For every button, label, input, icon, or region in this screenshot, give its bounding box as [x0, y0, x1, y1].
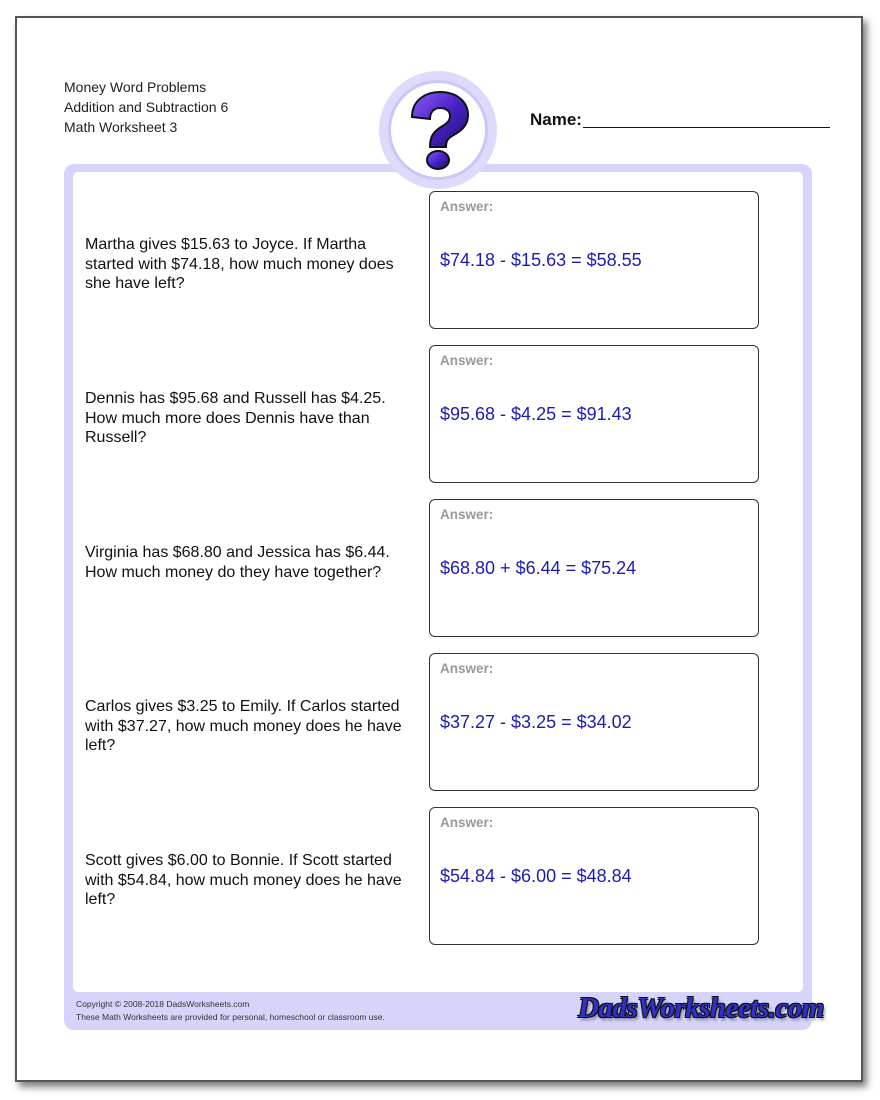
brand-logo[interactable]: DadsWorksheets.com: [578, 992, 824, 1024]
answer-text: $95.68 - $4.25 = $91.43: [440, 404, 632, 424]
answer-text: $37.27 - $3.25 = $34.02: [440, 712, 632, 732]
answer-box-2[interactable]: [429, 345, 759, 483]
answer-text: $74.18 - $15.63 = $58.55: [440, 250, 642, 270]
footer-copyright: [76, 998, 385, 1024]
problem-4-question: Carlos gives $3.25 to Emily. If Carlos started with $37.27, how much money does he have left?: [85, 698, 402, 754]
answer-label: Answer:: [440, 353, 494, 368]
answer-box-3[interactable]: [429, 499, 759, 637]
title-line-1: Money Word Problems: [64, 79, 207, 95]
usage-notice: These Math Worksheets are provided for personal, homeschool or classroom use.: [76, 1012, 385, 1022]
title-line-2: Addition and Subtraction 6: [64, 99, 229, 115]
answer-box-1[interactable]: [429, 191, 759, 329]
answer-text: $54.84 - $6.00 = $48.84: [440, 866, 632, 886]
copyright-text: Copyright © 2008-2018 DadsWorksheets.com: [76, 999, 250, 1009]
name-label: Name:: [530, 110, 582, 129]
answer-label: Answer:: [440, 199, 494, 214]
problem-5-question: Scott gives $6.00 to Bonnie. If Scott started with $54.84, how much money does he have left?: [85, 852, 402, 908]
answer-box-4[interactable]: [429, 653, 759, 791]
answer-label: Answer:: [440, 661, 494, 676]
problem-1-question: Martha gives $15.63 to Joyce. If Martha started with $74.18, how much money does she have left?: [85, 236, 394, 292]
question-mark-icon: [379, 71, 497, 189]
name-field-line[interactable]: [583, 127, 830, 128]
worksheet-title: [64, 77, 228, 137]
answer-label: Answer:: [440, 507, 494, 522]
answer-label: Answer:: [440, 815, 494, 830]
title-line-3: Math Worksheet 3: [64, 119, 178, 135]
problem-3-question: Virginia has $68.80 and Jessica has $6.44. How much money do they have together?: [85, 544, 390, 581]
answer-text: $68.80 + $6.44 = $75.24: [440, 558, 637, 578]
problem-2-question: Dennis has $95.68 and Russell has $4.25. How much more does Dennis have than Russell?: [85, 390, 386, 446]
answer-box-5[interactable]: [429, 807, 759, 945]
